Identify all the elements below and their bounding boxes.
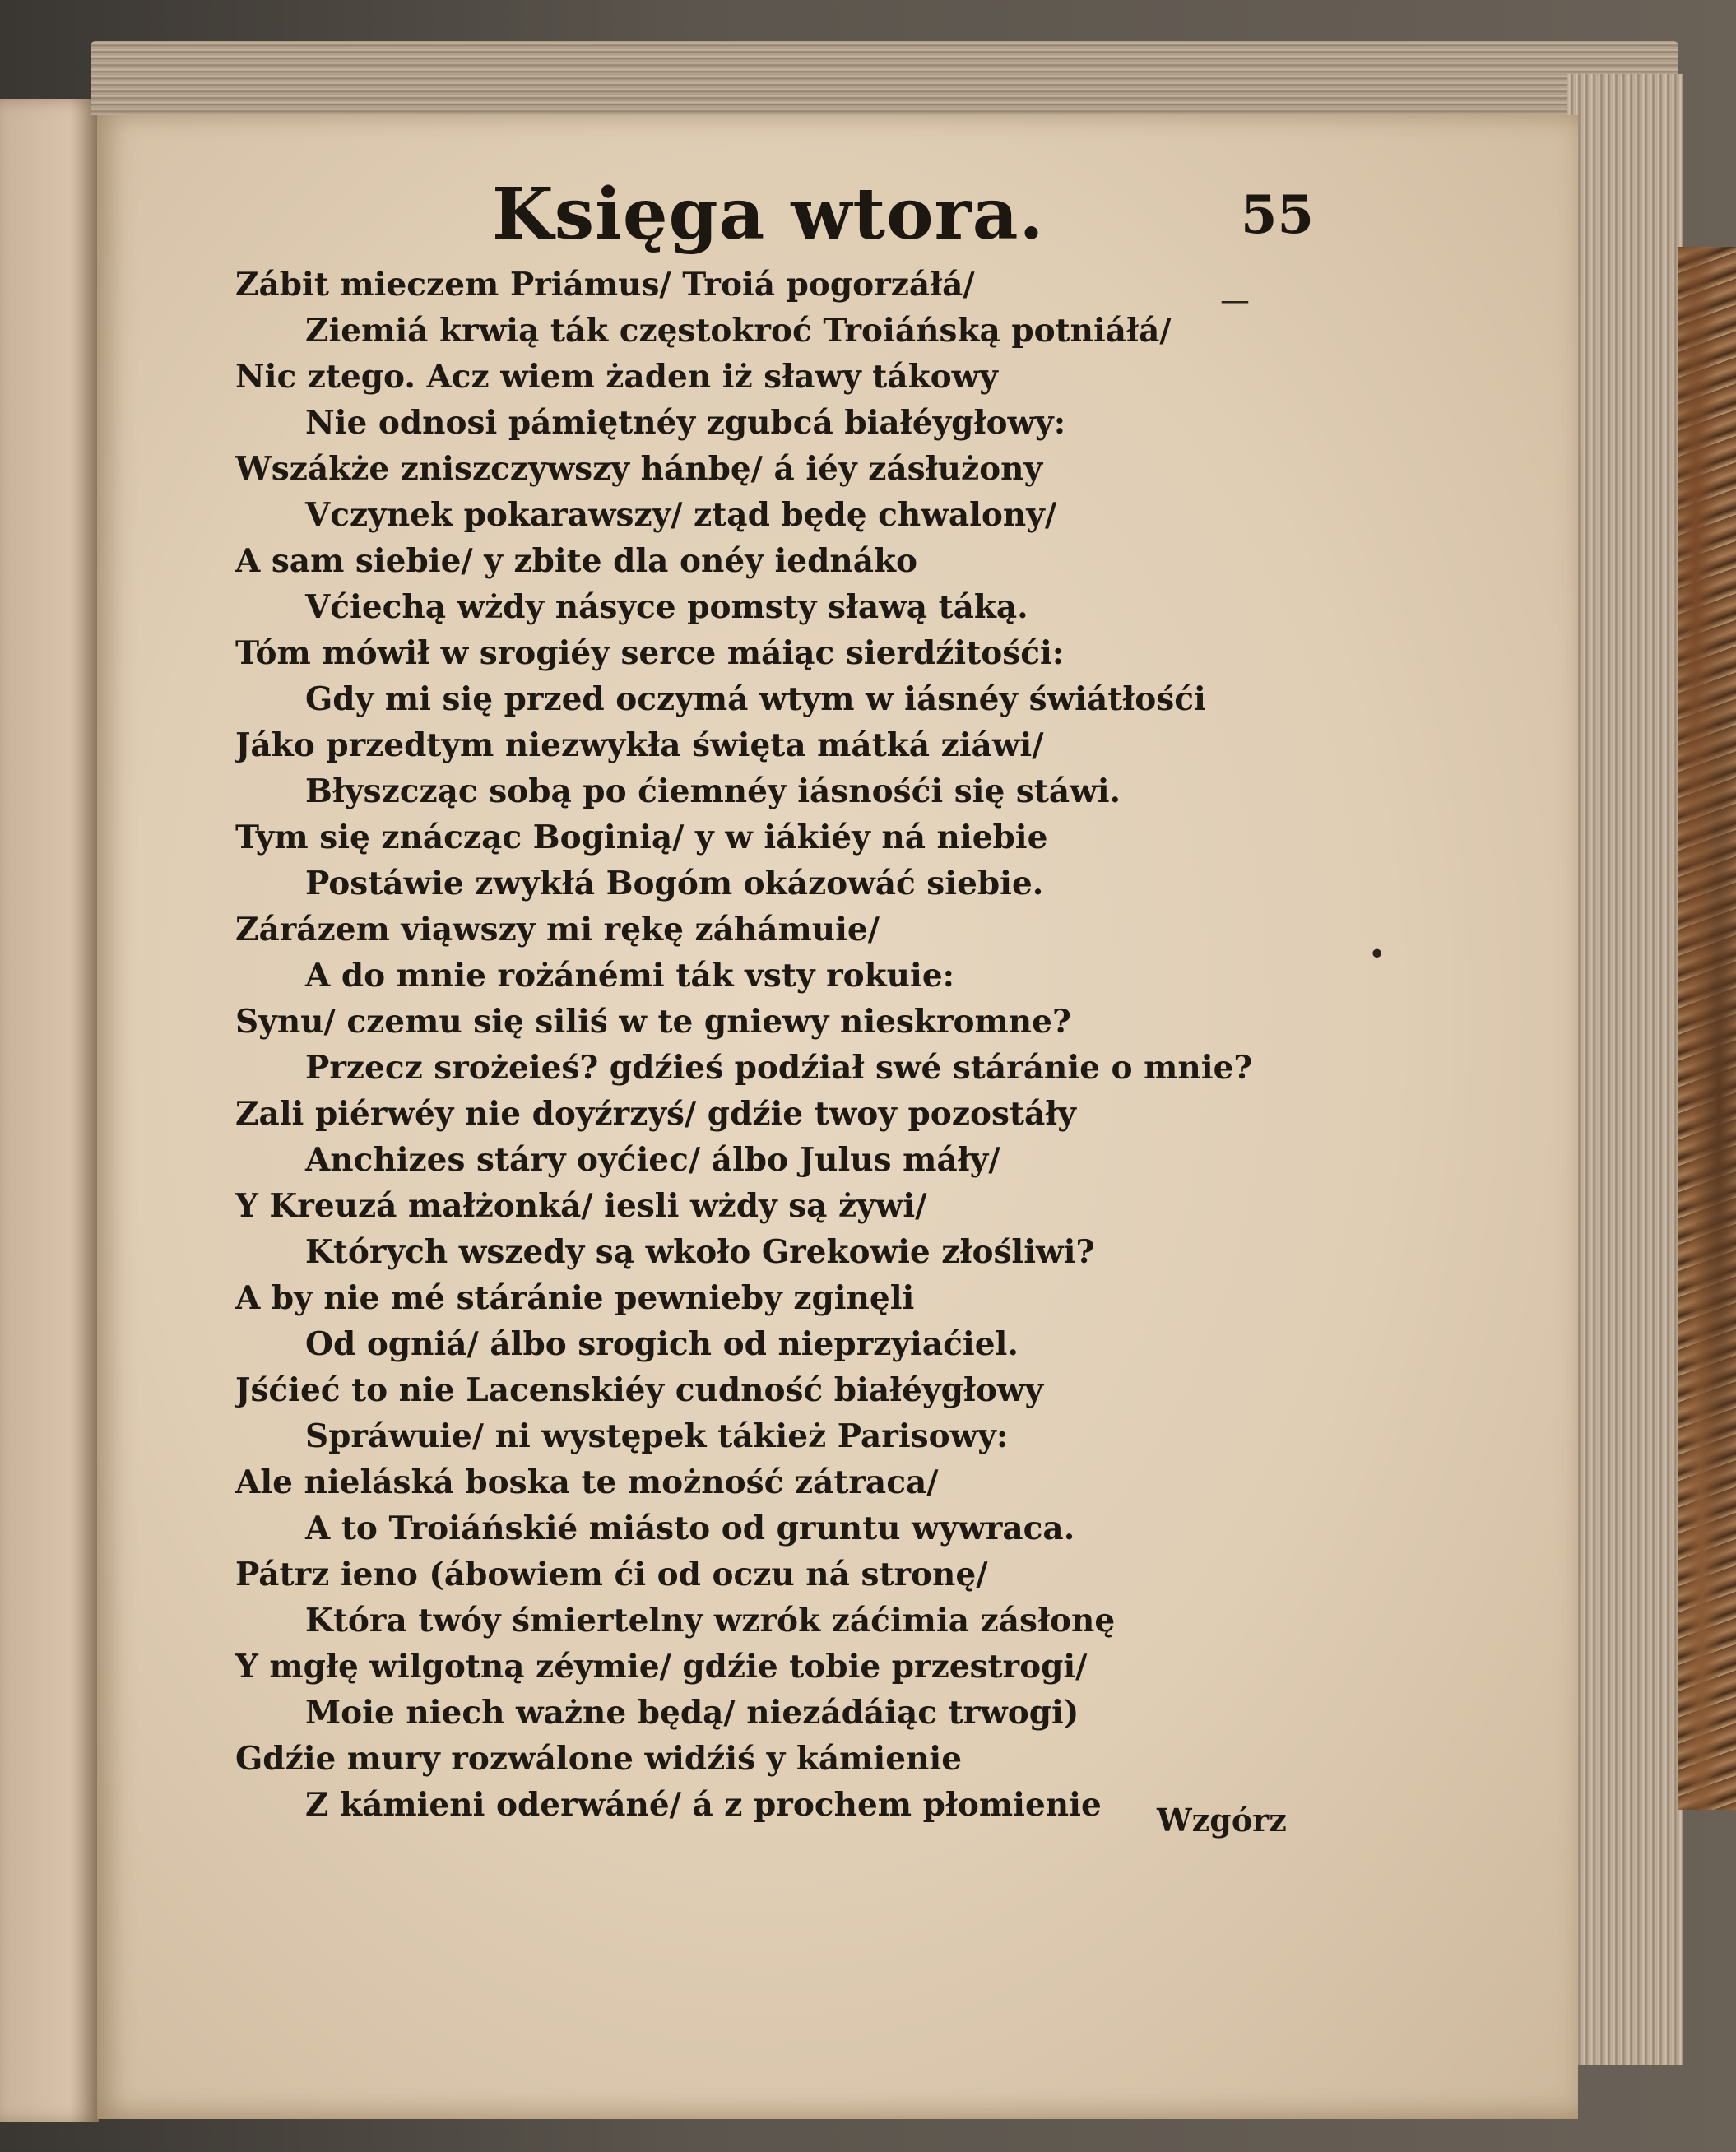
verse-line: Których wszedy są wkoło Grekowie złośliwi? xyxy=(305,1233,1095,1271)
verse-line: Wszákże zniszczywszy hánbę/ á iéy zásłużony xyxy=(235,450,1043,488)
catchword: Wzgórz xyxy=(1157,1802,1287,1839)
book-page xyxy=(97,115,1578,2119)
verse-line: Która twóy śmiertelny wzrók záćimia zásłonę xyxy=(305,1602,1116,1640)
verse-line: Błyszcząc sobą po ćiemnéy iásnośći się stáwi. xyxy=(305,772,1121,810)
verse-line: Pátrz ieno (ábowiem ći od oczu ná stronę/ xyxy=(235,1556,988,1593)
verse-line: Vćiechą wżdy násyce pomsty sławą táką. xyxy=(305,588,1028,626)
verse-line: A to Troiáńskié miásto od gruntu wywraca. xyxy=(305,1510,1075,1547)
verse-line: Zali piérwéy nie doyźrzyś/ gdźie twoy pozostáły xyxy=(235,1095,1076,1133)
verse-block xyxy=(235,262,1519,1828)
verse-line: Nic ztego. Acz wiem żaden iż sławy tákowy xyxy=(235,358,998,396)
verse-line: Y Kreuzá małżonká/ iesli wżdy są żywi/ xyxy=(235,1187,927,1225)
verse-line: Synu/ czemu się siliś w te gniewy nieskromne? xyxy=(235,1003,1071,1041)
verse-line: Vczynek pokarawszy/ ztąd będę chwalony/ xyxy=(305,496,1057,534)
verse-line: Tóm mówił w srogiéy serce máiąc sierdźitośći: xyxy=(235,634,1065,672)
page-edges-right xyxy=(1567,74,1683,2065)
page-number: 55 xyxy=(1241,184,1315,246)
verse-line: Nie odnosi pámiętnéy zgubcá białéygłowy: xyxy=(305,404,1066,442)
verse-line: Zárázem viąwszy mi rękę záhámuie/ xyxy=(235,911,880,948)
verse-line: Z kámieni oderwáné/ á z prochem płomienie xyxy=(305,1786,1102,1824)
verse-line: Gdźie mury rozwálone widźiś y kámienie xyxy=(235,1740,963,1778)
page-edges-top xyxy=(91,41,1678,115)
verse-line: Ziemiá krwią ták częstokroć Troiáńską potniáłá/ xyxy=(305,312,1172,350)
verse-line: Y mgłę wilgotną zéymie/ gdźie tobie przestrogi/ xyxy=(235,1648,1088,1686)
verse-line: A do mnie rożánémi ták vsty rokuie: xyxy=(305,957,955,995)
verse-line: Anchizes stáry oyćiec/ álbo Julus máły/ xyxy=(305,1141,1000,1179)
verse-line: Zábit mieczem Priámus/ Troiá pogorzáłá/ xyxy=(235,266,975,304)
verse-line: Ale nieláská boska te możność zátraca/ xyxy=(235,1463,939,1501)
verse-line: Tym się znácząc Boginią/ y w iákiéy ná niebie xyxy=(235,819,1048,856)
verse-line: Postáwie zwykłá Bogóm okázowáć siebie. xyxy=(305,865,1044,902)
verse-line: Jáko przedtym niezwykła święta mátká ziáwi/ xyxy=(235,726,1044,764)
left-page-edge xyxy=(0,99,99,2122)
verse-line: Przecz srożeieś? gdźieś podźiał swé stáránie o mnie? xyxy=(305,1049,1253,1087)
marbled-cover xyxy=(1678,247,1736,1810)
verse-line: Moie niech ważne będą/ niezádáiąc trwogi) xyxy=(305,1694,1079,1732)
ink-dot-mark: • xyxy=(1368,938,1386,972)
verse-line: Gdy mi się przed oczymá wtym w iásnéy świátłośći xyxy=(305,680,1206,718)
verse-line: A sam siebie/ y zbite dla onéy iednáko xyxy=(235,542,917,580)
running-head: Księga wtora. xyxy=(492,173,1045,256)
verse-line: Od ogniá/ álbo srogich od nieprzyiaćiel. xyxy=(305,1325,1019,1363)
verse-line: Spráwuie/ ni występek tákież Parisowy: xyxy=(305,1417,1009,1455)
verse-line: Jśćieć to nie Lacenskiéy cudność białéygłowy xyxy=(235,1371,1044,1409)
ink-stroke-mark: — xyxy=(1220,284,1250,318)
verse-line: A by nie mé stáránie pewnieby zginęli xyxy=(235,1279,915,1317)
